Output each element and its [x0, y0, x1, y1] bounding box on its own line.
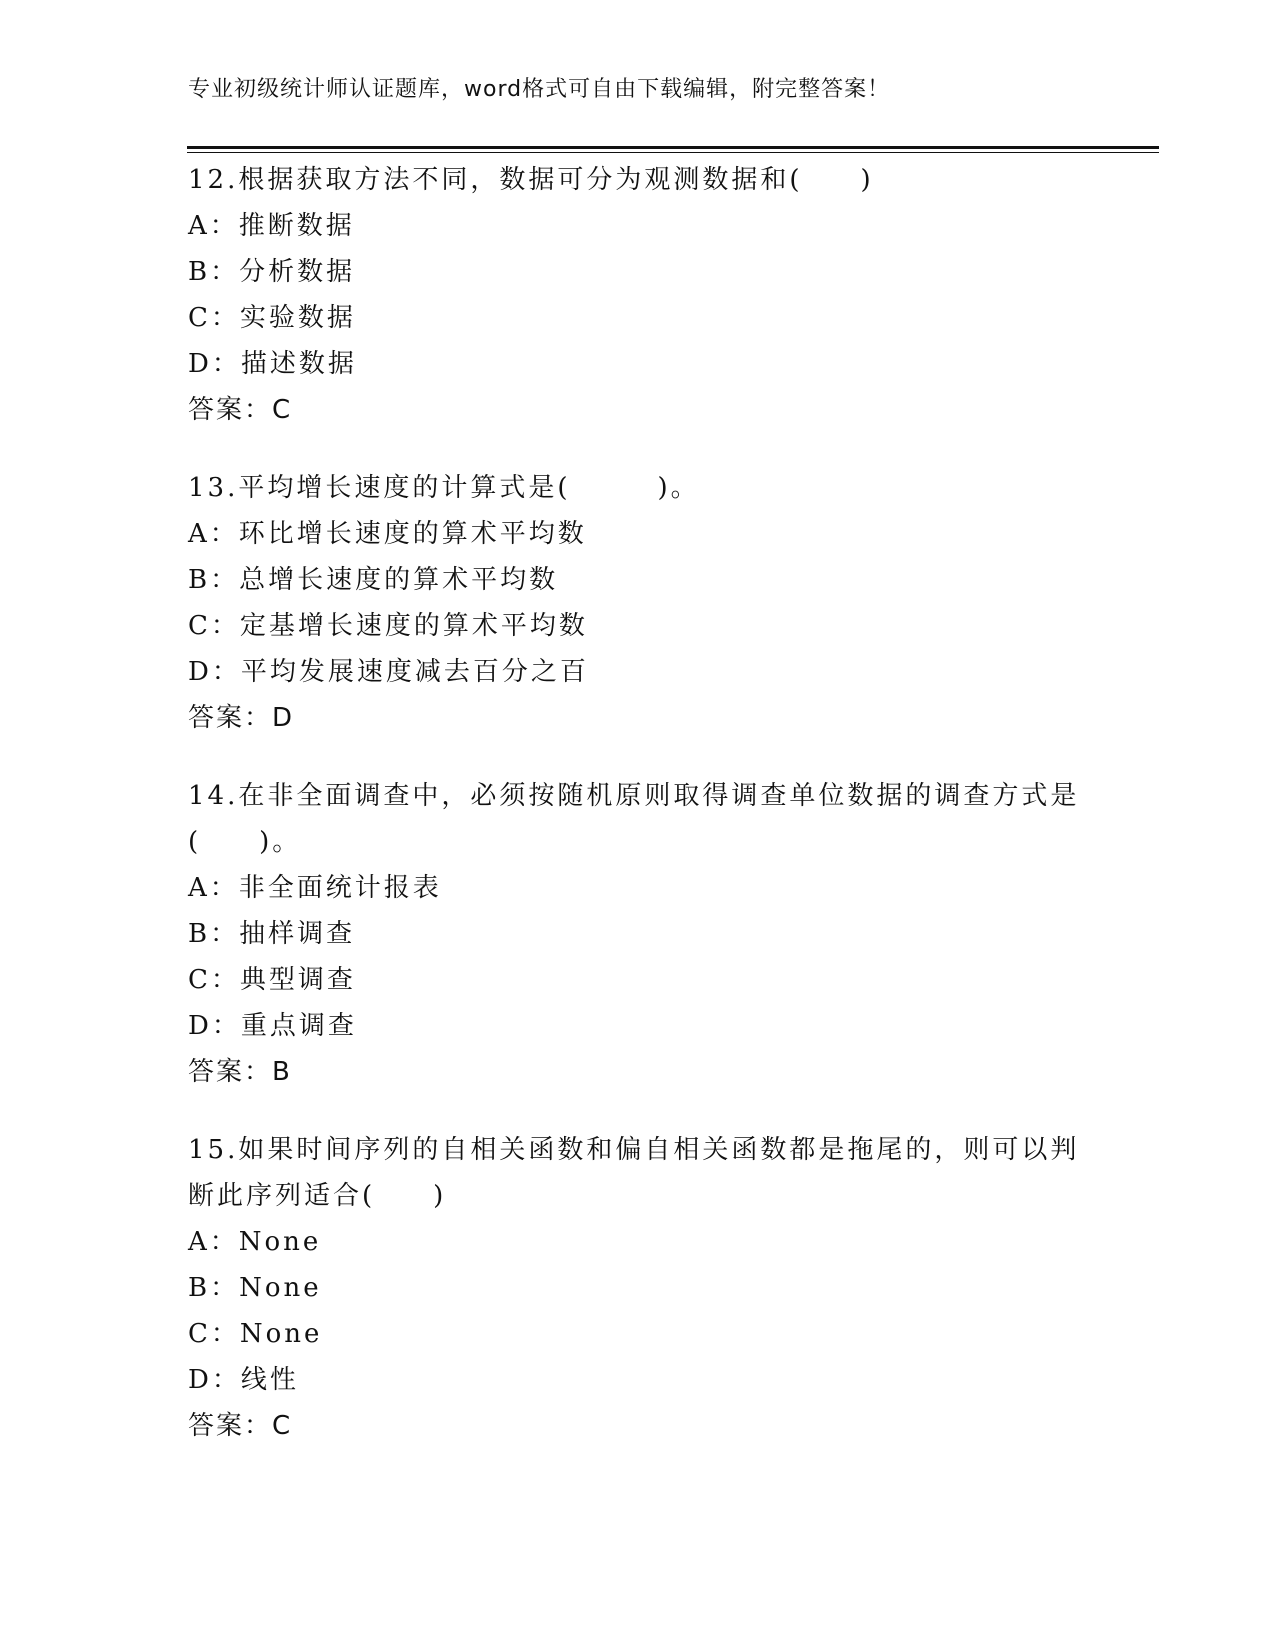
option-c: C：实验数据	[188, 303, 356, 333]
option-a: A：None	[188, 1227, 322, 1257]
option-b: B：None	[188, 1273, 322, 1303]
header-rule-thick	[187, 146, 1159, 149]
option-b: B：分析数据	[188, 257, 356, 287]
answer-line: 答案：D	[188, 703, 295, 733]
question-stem: 15.如果时间序列的自相关函数和偏自相关函数都是拖尾的，则可以判断此序列适合( )	[188, 1135, 1080, 1211]
option-d: D：平均发展速度减去百分之百	[188, 657, 589, 687]
option-b: B：总增长速度的算术平均数	[188, 565, 559, 595]
question-stem: 14.在非全面调查中，必须按随机原则取得调查单位数据的调查方式是( )。	[188, 781, 1080, 857]
question-list	[188, 157, 1088, 1481]
answer-line: 答案：C	[188, 395, 293, 425]
option-b: B：抽样调查	[188, 919, 356, 949]
header-rule-thin	[187, 152, 1159, 153]
option-c: C：典型调查	[188, 965, 356, 995]
answer-line: 答案：C	[188, 1411, 293, 1441]
page-header: 专业初级统计师认证题库，word格式可自由下载编辑，附完整答案！	[188, 77, 891, 102]
question-13	[188, 465, 1088, 741]
question-15	[188, 1127, 1088, 1449]
option-d: D：描述数据	[188, 349, 357, 379]
option-d: D：线性	[188, 1365, 299, 1395]
option-c: C：定基增长速度的算术平均数	[188, 611, 588, 641]
question-14	[188, 773, 1088, 1095]
answer-line: 答案：B	[188, 1057, 292, 1087]
question-12	[188, 157, 1088, 433]
question-stem: 13.平均增长速度的计算式是( )。	[188, 473, 700, 503]
option-a: A：环比增长速度的算术平均数	[188, 519, 587, 549]
option-a: A：推断数据	[188, 211, 355, 241]
option-d: D：重点调查	[188, 1011, 357, 1041]
option-c: C：None	[188, 1319, 323, 1349]
question-stem: 12.根据获取方法不同，数据可分为观测数据和( )	[188, 165, 874, 195]
option-a: A：非全面统计报表	[188, 873, 442, 903]
